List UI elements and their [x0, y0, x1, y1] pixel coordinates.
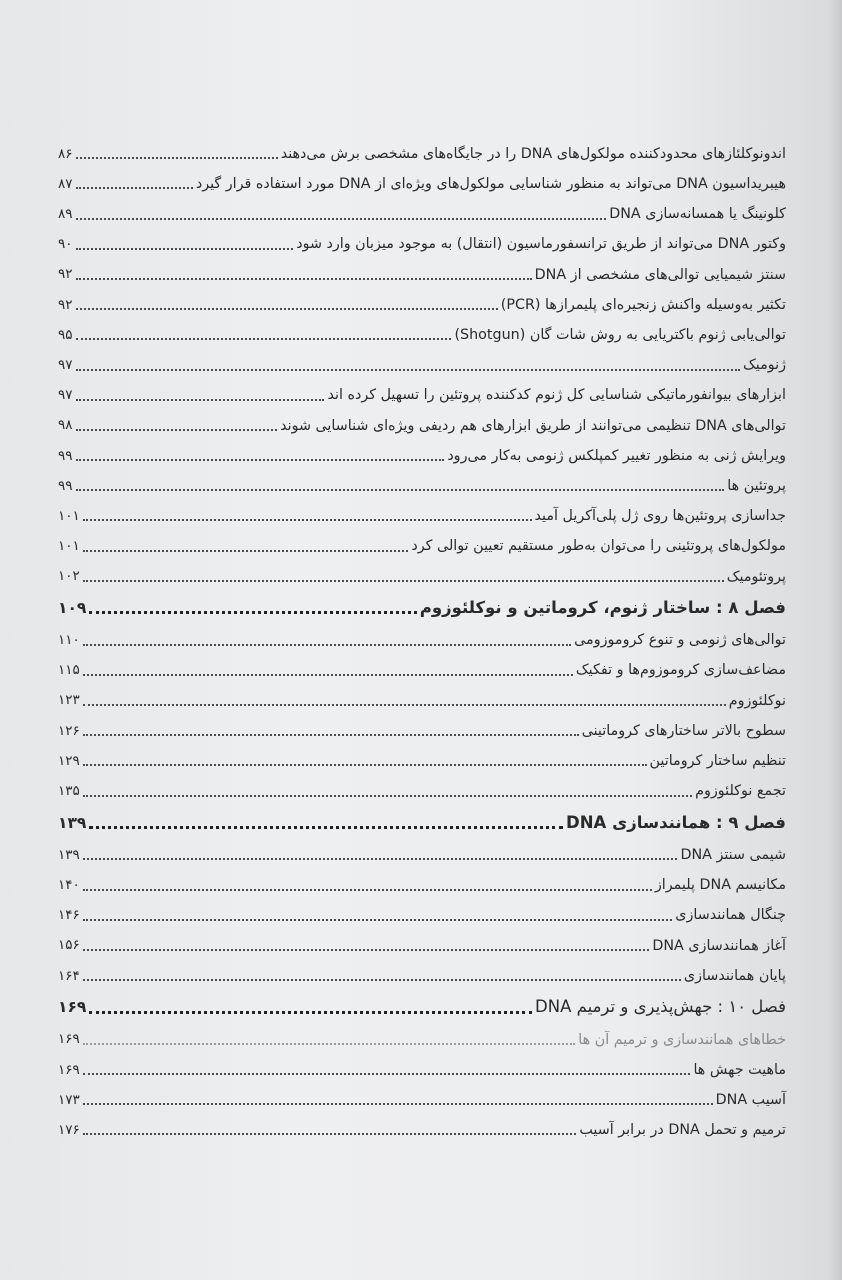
toc-page-number: ۸۹: [58, 206, 73, 223]
dot-leader: [76, 338, 452, 340]
toc-page-number: ۱۶۴: [58, 967, 80, 984]
toc-entry-title: نوکلئوزوم: [728, 692, 786, 709]
toc-entry-row: [58, 345, 786, 375]
toc-entry-title: ماهیت جهش ها: [693, 1061, 786, 1078]
toc-entry-title: سطوح بالاتر ساختارهای کروماتینی: [581, 722, 786, 739]
dot-leader: [83, 1073, 691, 1075]
dot-leader: [83, 644, 571, 646]
dot-leader: [83, 1043, 575, 1045]
toc-page-number: ۱۶۹: [58, 1031, 80, 1048]
dot-leader: [76, 489, 725, 491]
toc-page-number: ۹۹: [58, 477, 73, 494]
toc-chapter-row: [58, 802, 786, 836]
toc-page-number: ۹۸: [58, 417, 73, 434]
toc-page-number: ۱۶۹: [58, 998, 87, 1017]
toc-entry-title: فصل ۸ : ساختار ژنوم، کروماتین و نوکلئوزوم: [419, 597, 786, 617]
toc-page-number: ۸۶: [58, 145, 73, 162]
toc-page-number: ۹۰: [58, 236, 73, 253]
toc-entry-row: [58, 496, 786, 526]
toc-page-number: ۹۲: [58, 266, 73, 283]
toc-entry-title: تجمع نوکلئوزوم: [695, 783, 786, 800]
dot-leader: [83, 949, 650, 951]
dot-leader: [83, 734, 579, 736]
toc-page-number: ۹۷: [58, 387, 73, 404]
dot-leader: [83, 550, 409, 552]
toc-entry-row: [58, 194, 786, 224]
dot-leader: [76, 218, 607, 220]
toc-entry-row: [58, 466, 786, 496]
toc-entry-title: چنگال همانندسازی: [675, 907, 786, 924]
toc-entry-title: مولکول‌های پروتئینی را می‌توان به‌طور مستقیم تعیین توالی کرد: [411, 538, 786, 555]
dot-leader: [83, 764, 647, 766]
toc-page-number: ۹۷: [58, 357, 73, 373]
toc-entry-row: [58, 557, 786, 587]
dot-leader: [83, 795, 692, 797]
toc-entry-title: فصل ۹ : همانندسازی DNA: [566, 812, 786, 832]
toc-entry-row: [58, 225, 786, 255]
dot-leader: [76, 429, 278, 431]
toc-entry-title: فصل ۱۰ : جهش‌پذیری و ترمیم DNA: [535, 997, 786, 1017]
toc-entry-title: آغاز همانندسازی DNA: [652, 937, 786, 954]
toc-entry-row: [58, 865, 786, 895]
toc-entry-title: توالی‌یابی ژنوم باکتریایی به روش شات گان (Shotgun): [454, 327, 786, 344]
toc-entry-title: تکثیر به‌وسیله واکنش زنجیره‌ای پلیمرازها (PCR): [500, 296, 786, 313]
dot-leader: [89, 1011, 532, 1014]
toc-entry-row: [58, 711, 786, 741]
toc-entry-row: [58, 651, 786, 681]
toc-chapter-row: [58, 986, 786, 1020]
toc-entry-title: خطاهای همانندسازی و ترمیم آن ها: [578, 1031, 786, 1048]
toc-entry-row: [58, 956, 786, 986]
toc-entry-title: سنتز شیمیایی توالی‌های مشخصی از DNA: [534, 266, 786, 283]
dot-leader: [89, 611, 416, 614]
page-edge-shadow: [828, 0, 842, 1280]
table-of-contents: [58, 134, 786, 1140]
toc-page-number: ۱۶۹: [58, 1061, 80, 1078]
toc-page-number: ۹۲: [58, 296, 73, 313]
toc-entry-row: [58, 406, 786, 436]
toc-entry-title: هیبریداسیون DNA می‌تواند به منظور شناسایی مولکول‌های ویژه‌ای از DNA مورد استفاده قرار گیرد: [195, 176, 786, 193]
toc-page-number: ۹۹: [58, 447, 73, 464]
toc-entry-row: [58, 1080, 786, 1110]
dot-leader: [83, 889, 652, 891]
toc-page-number: ۹۵: [58, 326, 73, 343]
toc-page-number: ۱۰۹: [58, 598, 87, 617]
dot-leader: [83, 1103, 713, 1105]
toc-entry-title: آسیب DNA: [715, 1091, 786, 1108]
toc-page-number: ۱۱۰: [58, 632, 80, 649]
toc-page-number: ۱۲۶: [58, 722, 80, 739]
toc-entry-row: [58, 681, 786, 711]
toc-entry-title: وکتور DNA می‌تواند از طریق ترانسفورماسیون (انتقال) به موجود میزبان وارد شود: [296, 236, 786, 253]
toc-entry-title: پایان همانندسازی: [683, 967, 786, 984]
toc-page-number: ۱۵۶: [58, 937, 80, 954]
toc-entry-title: مکانیسم DNA پلیمراز: [654, 877, 786, 894]
toc-page-number: ۱۳۹: [58, 813, 87, 832]
dot-leader: [76, 248, 294, 250]
dot-leader: [76, 308, 498, 310]
dot-leader: [83, 580, 724, 582]
dot-leader: [83, 704, 726, 706]
toc-entry-row: [58, 134, 786, 164]
toc-page-number: ۱۳۵: [58, 783, 80, 800]
toc-page-number: ۱۲۹: [58, 752, 80, 769]
toc-entry-title: توالی‌های DNA تنظیمی می‌توانند از طریق ابزارهای هم ردیفی ویژه‌ای شناسایی شوند: [280, 417, 786, 434]
toc-entry-row: [58, 164, 786, 194]
toc-entry-row: [58, 1020, 786, 1050]
toc-page-number: ۱۳۹: [58, 846, 80, 863]
toc-entry-row: [58, 1110, 786, 1140]
toc-entry-row: [58, 315, 786, 345]
toc-entry-title: کلونینگ یا همسانه‌سازی DNA: [609, 206, 786, 223]
toc-entry-row: [58, 285, 786, 315]
toc-page-number: ۱۷۳: [58, 1091, 80, 1108]
toc-page-number: ۱۰۲: [58, 568, 80, 585]
toc-page-number: ۱۰۱: [58, 507, 80, 524]
dot-leader: [76, 157, 278, 159]
toc-entry-row: [58, 741, 786, 771]
toc-entry-row: [58, 835, 786, 865]
toc-entry-title: ترمیم و تحمل DNA در برابر آسیب: [579, 1122, 786, 1139]
toc-entry-row: [58, 255, 786, 285]
dot-leader: [83, 858, 678, 860]
toc-page-number: ۱۱۵: [58, 662, 80, 679]
dot-leader: [83, 1133, 577, 1135]
dot-leader: [76, 278, 532, 280]
toc-entry-title: تنظیم ساختار کروماتین: [649, 753, 786, 770]
toc-entry-row: [58, 926, 786, 956]
toc-entry-title: ژنومیک: [742, 357, 786, 374]
toc-chapter-row: [58, 587, 786, 621]
toc-entry-row: [58, 620, 786, 650]
toc-entry-title: شیمی سنتز DNA: [680, 847, 786, 864]
toc-page-number: ۱۴۶: [58, 907, 80, 924]
dot-leader: [76, 187, 193, 189]
dot-leader: [76, 459, 445, 461]
toc-entry-title: پروتئین ها: [727, 477, 786, 494]
toc-page-number: ۱۷۶: [58, 1121, 80, 1138]
toc-entry-title: اندونوکلئازهای محدودکننده مولکول‌های DNA را در جایگاه‌های مشخصی برش می‌دهند: [280, 145, 786, 162]
dot-leader: [76, 399, 325, 401]
toc-entry-title: مضاعف‌سازی کروموزوم‌ها و تفکیک: [575, 662, 786, 679]
toc-entry-row: [58, 1050, 786, 1080]
toc-entry-title: توالی‌های ژنومی و تنوع کروموزومی: [574, 632, 786, 649]
dot-leader: [83, 919, 673, 921]
toc-entry-title: ویرایش ژنی به منظور تغییر کمپلکس ژنومی به‌کار می‌رود: [447, 447, 786, 464]
toc-page-number: ۱۲۳: [58, 692, 80, 709]
toc-page-number: ۱۴۰: [58, 877, 80, 893]
toc-page-number: ۸۷: [58, 175, 73, 192]
dot-leader: [89, 826, 563, 829]
toc-entry-row: [58, 376, 786, 406]
toc-page-number: ۱۰۱: [58, 538, 80, 555]
dot-leader: [83, 674, 573, 676]
dot-leader: [83, 519, 532, 521]
toc-entry-row: [58, 436, 786, 466]
dot-leader: [83, 979, 681, 981]
toc-entry-row: [58, 771, 786, 801]
toc-entry-title: جداسازی پروتئین‌ها روی ژل پلی‌آکریل آمید: [534, 508, 786, 525]
toc-entry-title: ابزارهای بیوانفورماتیکی شناسایی کل ژنوم کدکننده پروتئین را تسهیل کرده اند: [327, 387, 786, 404]
toc-entry-row: [58, 526, 786, 556]
dot-leader: [76, 369, 740, 371]
toc-entry-title: پروتئومیک: [726, 568, 786, 585]
toc-entry-row: [58, 896, 786, 926]
